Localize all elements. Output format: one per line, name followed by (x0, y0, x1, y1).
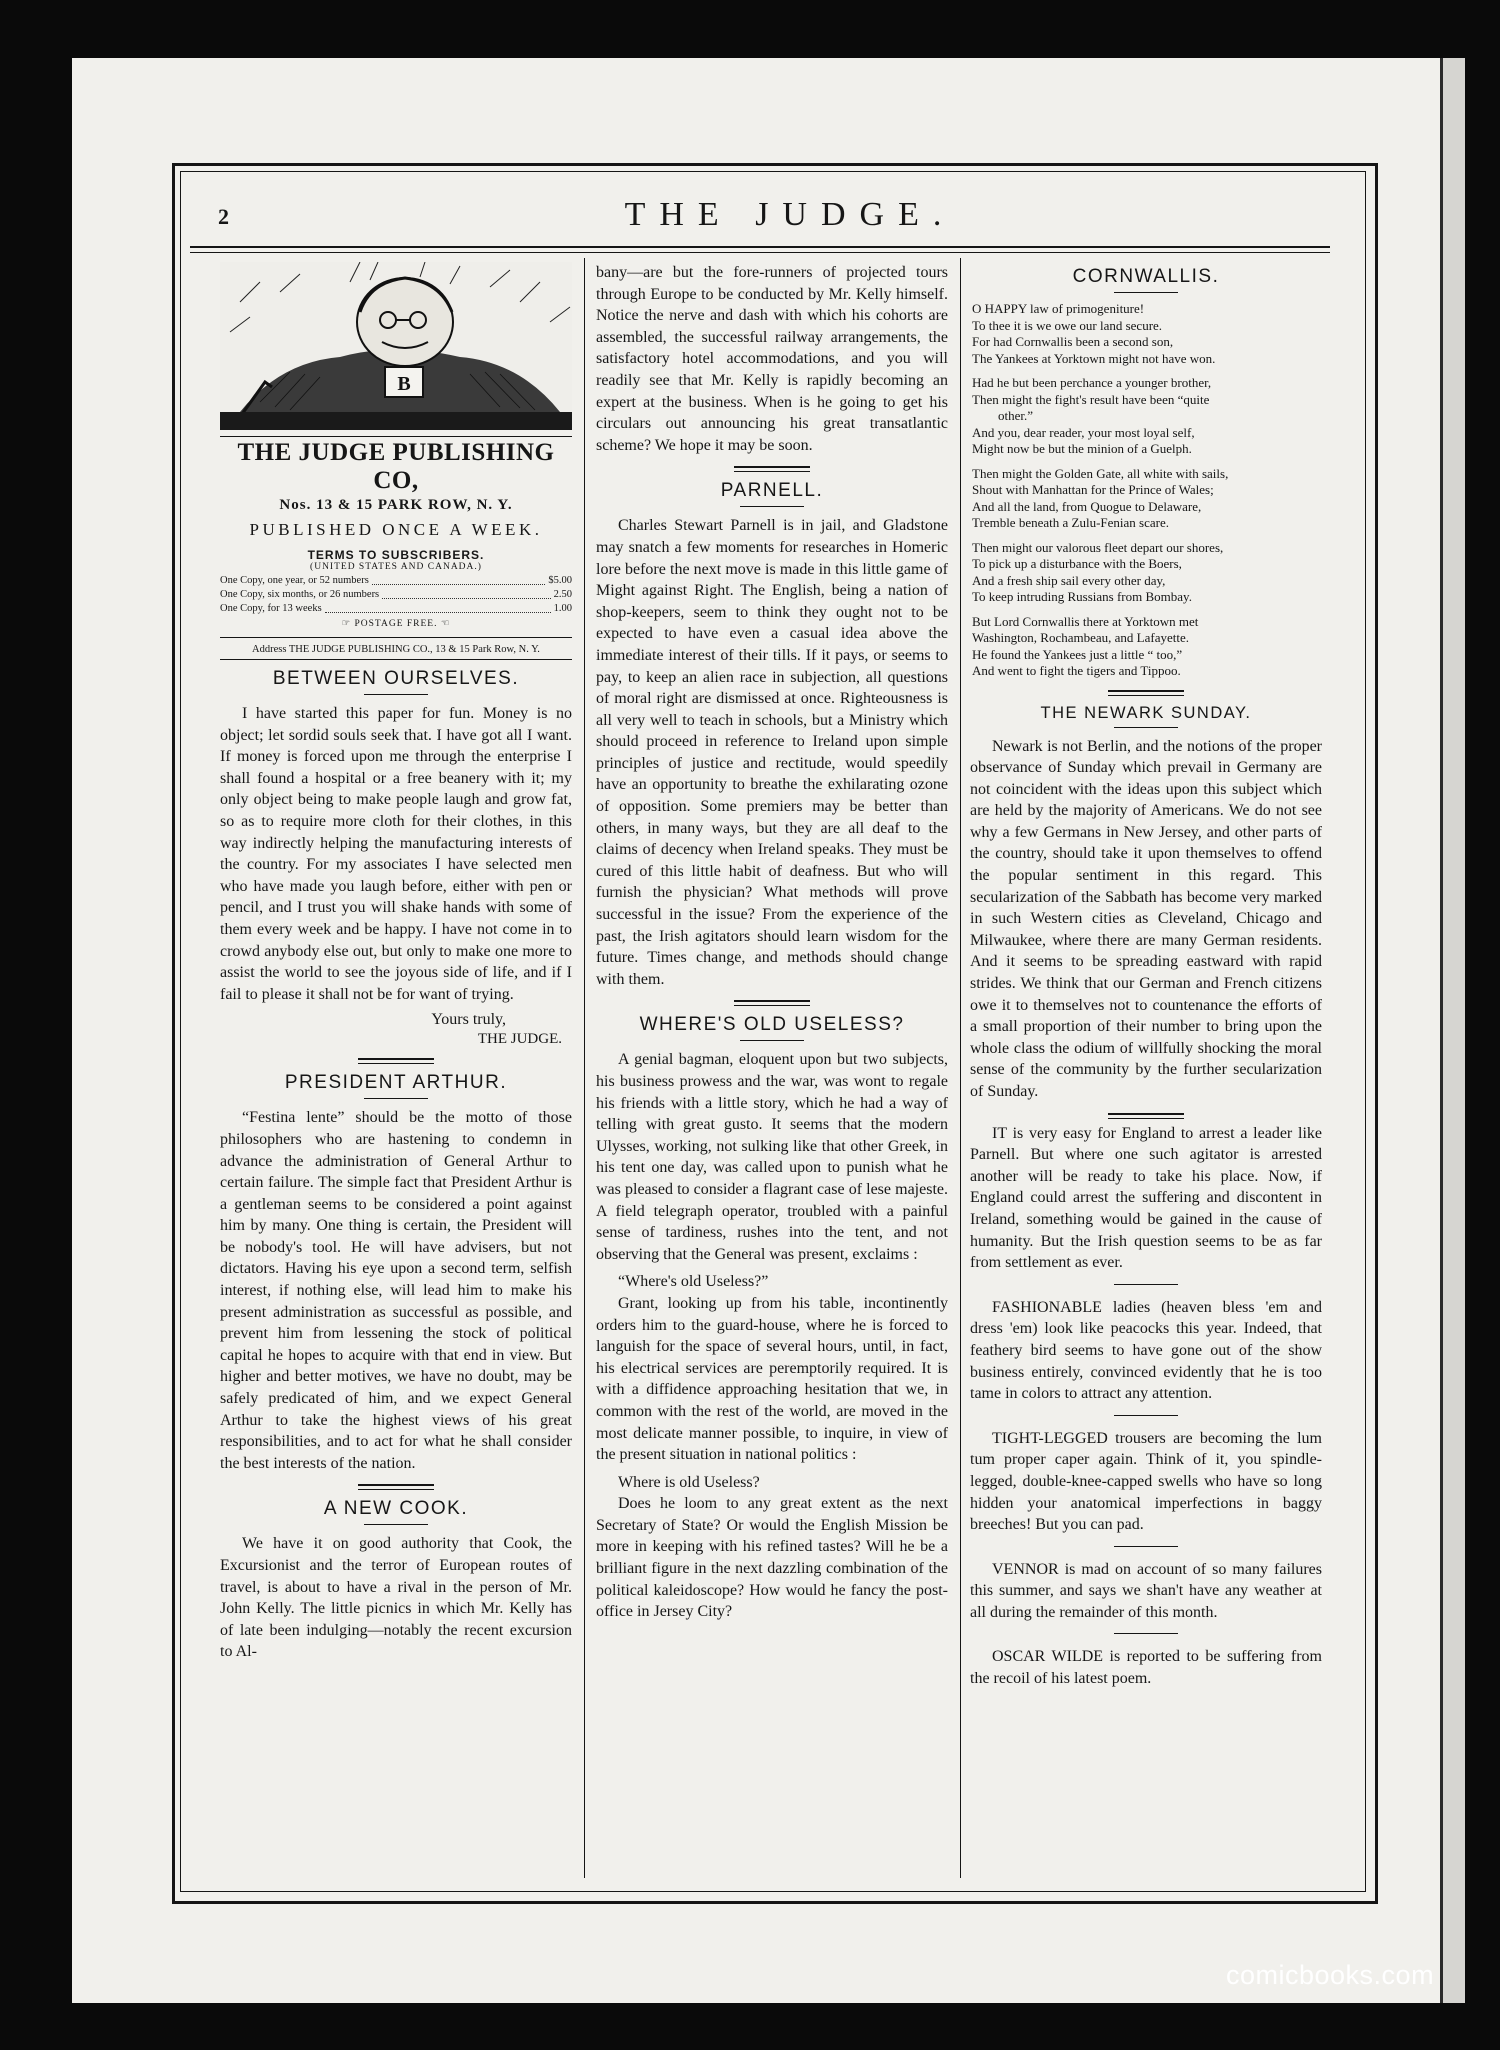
address-line: Address THE JUDGE PUBLISHING CO., 13 & 15 Park Row, N. Y. (220, 637, 572, 655)
article-body-continued: bany—are but the fore-runners of projected tours through Europe to be conducted by Mr. Kelly himself. Notice the nerve and dash with which his cohorts are assembled, the successful railway arrangements, the satisfactory hotel accommodations, and you will readily see that Mr. Kelly is rapidly becoming an expert at the business. When is he going to get his circulars out announcing his great transatlantic scheme? We hope it may be soon. (596, 264, 948, 454)
column-3 (970, 262, 1322, 1696)
article-body: Charles Stewart Parnell is in jail, and Gladstone may snatch a few moments for researches in Homeric lore before the next move is made in this little game of Might against Right. The English, being a nation of shop-keepers, seem to think they ought not to be expected to have even a casual idea above the immediate interest of their tills. If it pays, or seems to pay, to keep an alien race in subjection, all questions of moral right are dismissed at once. Righteousness is all very well to teach in schools, but a Ministry which should proceed in reference to Ireland upon simple principles of justice and rectitude, would speedily have an opportunity to breathe the exhilarating ozone of opposition. Some premiers may be better than others, in many ways, but they are all deaf to the claims of decency when Ireland speaks. They must be cured of this little habit of deafness. But who will furnish the physician? What methods will prove successful in the issue? From the experience of the past, the Irish agitators should learn wisdom for the future. Times change, and methods should change with them. (596, 517, 948, 988)
poem-stanza: But Lord Cornwallis there at Yorktown met Washington, Rochambeau, and Lafayette. He found the Yankees just a little “ too,” And went to fight the tigers and Tippoo. (972, 613, 1199, 678)
postage-note: ☞ POSTAGE FREE. ☜ (341, 619, 451, 629)
heading-newark-sunday: THE NEWARK SUNDAY. (1040, 703, 1252, 722)
heading-parnell: PARNELL. (720, 480, 824, 502)
heading-cornwallis: CORNWALLIS. (1072, 266, 1220, 287)
divider (220, 659, 572, 660)
divider (734, 1000, 810, 1006)
watermark: comicbooks.com (1226, 1960, 1435, 1990)
page-number: 2 (218, 204, 229, 229)
article-body: Newark is not Berlin, and the notions of the proper observance of Sunday which prevail in Germany are not coincident with the ideas upon this subject which are held by the majority of Americans. We do not see why a few Germans in New Jersey, and other parts of the country, should take it upon themselves to offend the popular sentiment in this regard. This secularization of the Sabbath has become very marked in such Western cities as Cleveland, Chicago and Milwaukee, where there are many German residents. And it seems to be spreading eastward with rapid strides. We think that our German and French citizens owe it to themselves not to countenance the efforts of a small proportion of their number to bring upon the whole class the odium of willfully shocking the moral sense of the community by the further secularization of Sunday. (970, 737, 1322, 1100)
editorial-paragraph: IT is very easy for England to arrest a leader like Parnell. But where one such agitator is arrested another will be ready to take his place. Now, if England could arrest the suffering and discontent in Ireland, something would be gained in the cause of humanity. But the Irish question seems to be as far from settlement as ever. (970, 1124, 1322, 1272)
article-body: Where is old Useless? (618, 1473, 760, 1491)
rate-row: One Copy, for 13 weeks 1.00 (220, 603, 572, 614)
divider (1114, 1284, 1178, 1285)
rate-row: One Copy, one year, or 52 numbers $5.00 (220, 575, 572, 586)
heading-between-ourselves: BETWEEN OURSELVES. (272, 668, 520, 689)
judge-illustration (220, 262, 572, 430)
divider (1114, 1415, 1178, 1416)
column-divider-2 (960, 258, 961, 1878)
heading-a-new-cook: A NEW COOK. (323, 1498, 469, 1520)
article-body: “Where's old Useless?” (618, 1273, 769, 1291)
divider (1108, 690, 1184, 696)
poem-stanza: Had he but been perchance a younger brother, Then might the fight's result have been “quite other.” And you, dear reader, your most loyal self, Might now be but the minion of a Guelph. (972, 375, 1212, 456)
editorial-paragraph: TIGHT-LEGGED trousers are becoming the lum tum proper caper again. Think of it, you spindle-legged, double-knee-capped swells who have so long hidden your anatomical imperfections in baggy breeches! But you can pad. (970, 1429, 1322, 1534)
article-body: I have started this paper for fun. Money is no object; let sordid souls seek that. I have got all I want. If money is forced upon me through the enterprise I shall found a hospital or a free beanery with it; my only object being to make people laugh and grow fat, so as to require more cloth for their clothes, in this way indirectly helping the manufacturing interests of the country. For my associates I have selected men who have made you laugh before, either with pen or pencil, and I trust you will shake hands with some of them every week and be happy. I have not come in to crowd anybody else out, but only to make one more to assist the world to see the joyous side of life, and if I fail to please it shall not be for want of trying. (220, 705, 572, 1003)
editorial-paragraph: VENNOR is mad on account of so many failures this summer, and says we shan't have any weather at all during the remainder of this month. (970, 1560, 1322, 1621)
column-2 (596, 262, 948, 1629)
masthead-rule-thin (190, 252, 1330, 253)
publisher-address: Nos. 13 & 15 PARK ROW, N. Y. (279, 497, 513, 513)
divider (1114, 727, 1178, 728)
masthead-rule (190, 246, 1330, 248)
closing: Yours truly, (431, 1011, 506, 1029)
article-body: Grant, looking up from his table, incontinently orders him to the guard-house, where he is forced to languish for the space of several hours, until, in fact, his electrical services are peremptorily required. It is with a diffidence approaching hesitation that we, in common with the rest of the world, are moved in the most delicate manner possible, to inquire, in view of the present situation in national politics : (596, 1294, 948, 1464)
terms-heading: TERMS TO SUBSCRIBERS. (307, 548, 485, 562)
article-body: We have it on good authority that Cook, the Excursionist and the terror of European routes of travel, is about to have a rival in the person of Mr. John Kelly. The little picnics in which Mr. Kelly has of late been indulging—notably the recent excursion to Al- (220, 1535, 572, 1661)
divider (364, 694, 428, 695)
masthead-title: THE JUDGE. (624, 196, 956, 233)
divider (220, 436, 572, 437)
editorial-paragraph: OSCAR WILDE is reported to be suffering from the recoil of his latest poem. (970, 1648, 1322, 1688)
publication-frequency: PUBLISHED ONCE A WEEK. (249, 520, 543, 539)
rate-row: One Copy, six months, or 26 numbers 2.50 (220, 589, 572, 600)
divider (1114, 1546, 1178, 1547)
divider (364, 1524, 428, 1525)
signature: THE JUDGE. (477, 1031, 562, 1048)
svg-text:B: B (397, 373, 411, 395)
divider (740, 506, 804, 507)
divider (358, 1484, 434, 1490)
divider (358, 1058, 434, 1064)
divider (1114, 1633, 1178, 1634)
article-body: A genial bagman, eloquent upon but two subjects, his business prowess and the war, was wont to regale his friends with a little story, which he had a way of telling with great gusto. It seems that the modern Ulysses, working, not sulking like that other Greek, in his tent one day, was called upon to punish what he was pleased to consider a flagrant case of lese majeste. A field telegraph operator, troubled with a painful sense of tardiness, rushes into the tent, and not observing that the General was present, exclaims : (596, 1051, 948, 1263)
terms-subheading: (UNITED STATES AND CANADA.) (310, 562, 482, 572)
column-divider-1 (584, 258, 585, 1878)
divider (734, 466, 810, 472)
poem-stanza: Then might our valorous fleet depart our shores, To pick up a disturbance with the Boers, And a fresh ship sail every other day, To keep intruding Russians from Bombay. (972, 539, 1224, 604)
editorial-paragraph: FASHIONABLE ladies (heaven bless 'em and dress 'em) look like peacocks this year. Indeed, that feathery bird seems to have gone out of the show business entirely, convinced evidently that he is too tame in colors to attract any attention. (970, 1298, 1322, 1403)
column-1 (220, 262, 572, 1669)
heading-president-arthur: PRESIDENT ARTHUR. (284, 1072, 508, 1094)
article-body: Does he loom to any great extent as the next Secretary of State? Or would the English Mission be more in keeping with his refined tastes? Will he be a brilliant figure in the next dazzling combination of the political kaleidoscope? How would he fancy the post-office in Jersey City? (596, 1495, 948, 1621)
heading-old-useless: WHERE'S OLD USELESS? (639, 1014, 905, 1036)
divider (1108, 1113, 1184, 1119)
poem-stanza: Then might the Golden Gate, all white with sails, Shout with Manhattan for the Prince of Wales; And all the land, from Quogue to Delaware, Tremble beneath a Zulu-Fenian scare. (972, 465, 1229, 530)
sheet-edge (1440, 58, 1465, 2003)
poem-stanza: O HAPPY law of primogeniture! To thee it is we owe our land secure. For had Cornwallis been a second son, The Yankees at Yorktown might not have won. (972, 301, 1216, 366)
divider (1114, 292, 1178, 293)
divider (364, 1098, 428, 1099)
publisher-name: THE JUDGE PUBLISHING CO, (237, 439, 555, 494)
article-body: “Festina lente” should be the motto of those philosophers who are hastening to condemn in advance the administration of General Arthur to certain failure. The simple fact that President Arthur is a gentleman seems to be considered a point against him by many. One thing is certain, the President will be nobody's tool. He will have advisers, but not dictators. Having his eye upon a second term, selfish interest, if nothing else, will lead him to make his present administration as successful as possible, and prevent him from lessening the stock of political capital he hopes to acquire with that end in view. But higher and better motives, we have no doubt, may be safely predicated of him, and we expect General Arthur to take the highest views of his great responsibilities, and to act for what he shall consider the best interests of the nation. (220, 1109, 572, 1472)
divider (740, 1040, 804, 1041)
